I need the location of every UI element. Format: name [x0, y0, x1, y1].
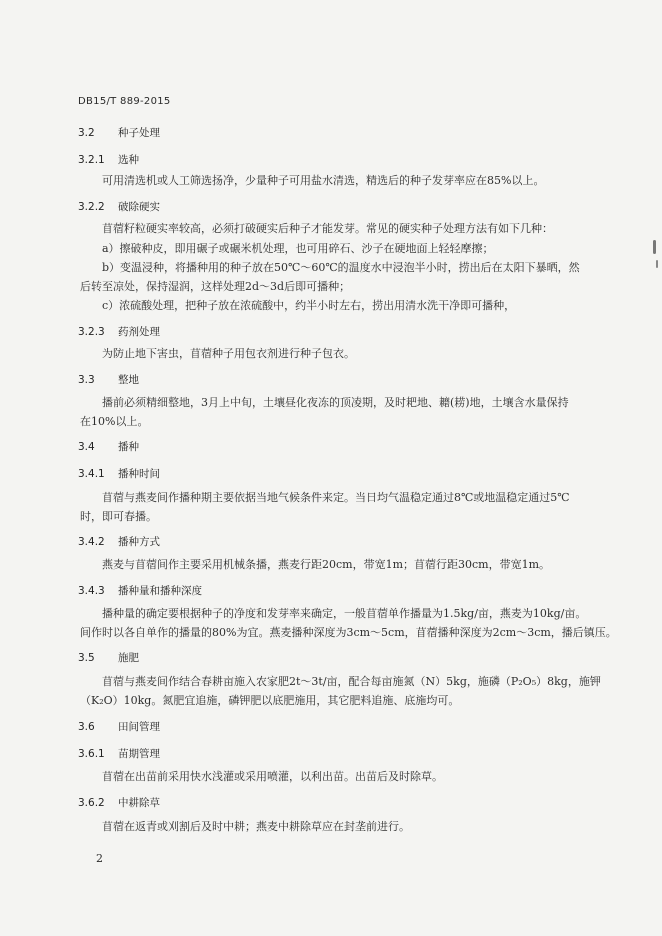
heading-title: 田间管理: [118, 721, 160, 733]
heading-title: 整地: [118, 374, 139, 386]
heading-number: 3.4.2: [78, 536, 105, 548]
heading-number: 3.6.1: [78, 748, 105, 760]
heading-title: 播种时间: [118, 468, 160, 480]
heading-title: 药剂处理: [118, 326, 160, 338]
paragraph: 燕麦与苜蓿间作主要采用机械条播，燕麦行距20cm，带宽1m；苜蓿行距30cm，带宽1m。: [102, 558, 551, 571]
heading-3-6-2: [78, 795, 160, 810]
heading-3-2-2: [78, 199, 160, 214]
list-item-b-continued: 后转至凉处，保持湿润，这样处理2d～3d后即可播种；: [80, 280, 351, 293]
heading-3-4: [78, 439, 139, 454]
heading-title: 播种方式: [118, 536, 160, 548]
heading-number: 3.5: [78, 652, 95, 664]
heading-number: 3.2.3: [78, 326, 105, 338]
heading-number: 3.4.1: [78, 468, 105, 480]
heading-3-6-1: [78, 746, 160, 761]
paragraph: 苜蓿与燕麦间作结合春耕亩施入农家肥2t～3t/亩，配合每亩施氮（N）5kg，施磷（P₂O₅）8kg，施钾: [102, 675, 601, 688]
paragraph-continued: 时，即可春播。: [80, 510, 157, 523]
paragraph-continued: （K₂O）10kg。氮肥宜追施，磷钾肥以底肥施用，其它肥料追施、底施均可。: [80, 694, 460, 707]
paragraph: 播前必须精细整地，3月上中旬，土壤昼化夜冻的顶凌期，及时耙地、耱(耢)地，土壤含水量保持: [102, 396, 569, 409]
heading-3-4-1: [78, 466, 160, 481]
list-item-c: c）浓硫酸处理，把种子放在浓硫酸中，约半小时左右，捞出用清水洗干净即可播种，: [102, 299, 516, 312]
scan-mark: [653, 240, 656, 254]
paragraph: 苜蓿与燕麦间作播种期主要依据当地气候条件来定。当日均气温稳定通过8℃或地温稳定通过5℃: [102, 491, 570, 504]
heading-3-4-3: [78, 583, 202, 598]
heading-title: 破除硬实: [118, 201, 160, 213]
heading-3-2: [78, 125, 160, 140]
page-number: 2: [96, 852, 103, 865]
paragraph: 可用清选机或人工筛选扬净，少量种子可用盐水清选，精选后的种子发芽率应在85%以上。: [102, 174, 545, 187]
heading-title: 苗期管理: [118, 748, 160, 760]
list-item-b: b）变温浸种，将播种用的种子放在50℃～60℃的温度水中浸泡半小时，捞出后在太阳下暴晒，然: [102, 261, 580, 274]
paragraph: 苜蓿籽粒硬实率较高，必须打破硬实后种子才能发芽。常见的硬实种子处理方法有如下几种：: [102, 222, 553, 235]
heading-number: 3.4: [78, 441, 95, 453]
heading-3-3: [78, 372, 139, 387]
heading-title: 种子处理: [118, 127, 160, 139]
heading-3-2-3: [78, 324, 160, 339]
heading-number: 3.6: [78, 721, 95, 733]
heading-number: 3.2.1: [78, 154, 105, 166]
scan-mark: [656, 260, 658, 268]
heading-title: 中耕除草: [118, 797, 160, 809]
heading-number: 3.2: [78, 127, 95, 139]
paragraph-continued: 间作时以各自单作的播量的80%为宜。燕麦播种深度为3cm～5cm，苜蓿播种深度为2cm～3cm，播后镇压。: [80, 626, 617, 639]
paragraph-continued: 在10%以上。: [80, 415, 149, 428]
heading-3-5: [78, 650, 139, 665]
paragraph: 为防止地下害虫，苜蓿种子用包衣剂进行种子包衣。: [102, 347, 355, 360]
paragraph: 苜蓿在返青或刈割后及时中耕；燕麦中耕除草应在封垄前进行。: [102, 820, 410, 833]
heading-title: 施肥: [118, 652, 139, 664]
paragraph: 苜蓿在出苗前采用快水浅灌或采用喷灌，以利出苗。出苗后及时除草。: [102, 770, 443, 783]
heading-number: 3.3: [78, 374, 95, 386]
heading-number: 3.6.2: [78, 797, 105, 809]
heading-title: 播种: [118, 441, 139, 453]
heading-3-2-1: [78, 152, 139, 167]
list-item-a: a）擦破种皮，即用碾子或碾米机处理，也可用碎石、沙子在硬地面上轻轻摩擦；: [102, 242, 494, 255]
heading-3-6: [78, 719, 160, 734]
heading-number: 3.4.3: [78, 585, 105, 597]
standard-code: DB15/T 889-2015: [78, 96, 171, 107]
paragraph: 播种量的确定要根据种子的净度和发芽率来确定，一般苜蓿单作播量为1.5kg/亩，燕麦为10kg/亩。: [102, 607, 587, 620]
heading-title: 播种量和播种深度: [118, 585, 202, 597]
heading-title: 选种: [118, 154, 139, 166]
heading-3-4-2: [78, 534, 160, 549]
heading-number: 3.2.2: [78, 201, 105, 213]
